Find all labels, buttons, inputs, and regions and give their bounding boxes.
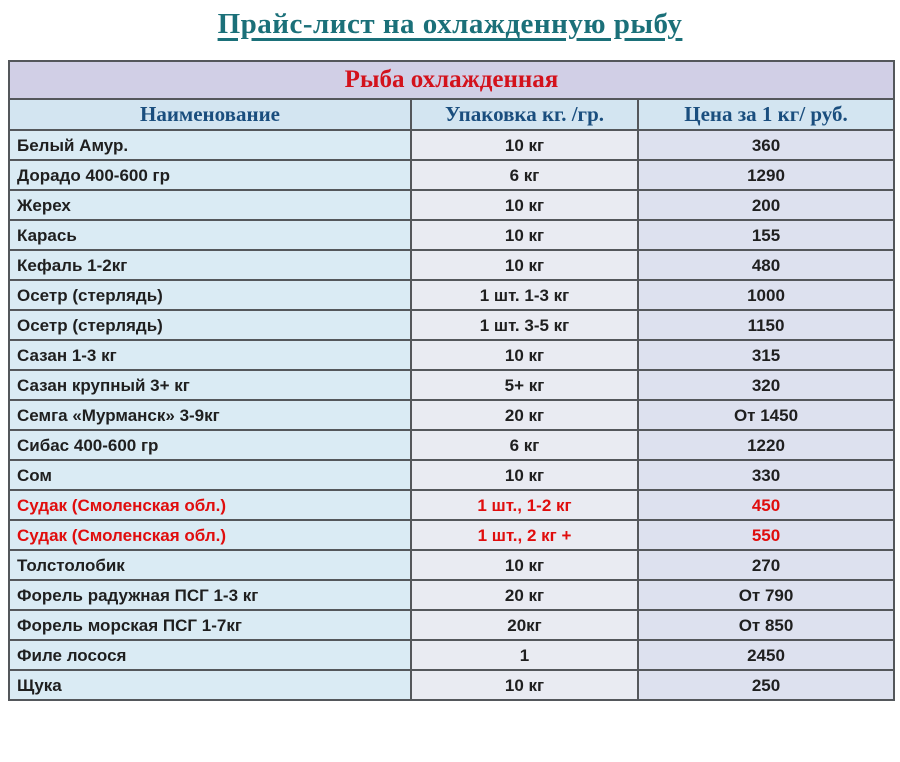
table-row xyxy=(9,430,894,460)
price-table xyxy=(8,60,895,701)
packaging-cell: 6 кг xyxy=(411,160,638,190)
fish-name-cell: Осетр (стерлядь) xyxy=(9,310,411,340)
table-row xyxy=(9,520,894,550)
fish-name-cell: Карась xyxy=(9,220,411,250)
table-row xyxy=(9,190,894,220)
column-header-name: Наименование xyxy=(9,99,411,130)
packaging-cell: 1 шт. 3-5 кг xyxy=(411,310,638,340)
packaging-cell: 10 кг xyxy=(411,550,638,580)
fish-name-cell: Судак (Смоленская обл.) xyxy=(9,490,411,520)
table-row xyxy=(9,310,894,340)
price-cell: 250 xyxy=(638,670,894,700)
table-row xyxy=(9,670,894,700)
table-row xyxy=(9,460,894,490)
price-cell: 200 xyxy=(638,190,894,220)
packaging-cell: 10 кг xyxy=(411,250,638,280)
fish-name-cell: Семга «Мурманск» 3-9кг xyxy=(9,400,411,430)
price-cell: 1000 xyxy=(638,280,894,310)
price-cell: 330 xyxy=(638,460,894,490)
packaging-cell: 10 кг xyxy=(411,670,638,700)
table-row xyxy=(9,130,894,160)
price-cell: 315 xyxy=(638,340,894,370)
price-cell: 360 xyxy=(638,130,894,160)
page-title: Прайс-лист на охлажденную рыбу xyxy=(217,8,683,40)
table-row xyxy=(9,220,894,250)
fish-name-cell: Сазан крупный 3+ кг xyxy=(9,370,411,400)
price-cell: 320 xyxy=(638,370,894,400)
price-cell: 1290 xyxy=(638,160,894,190)
table-row xyxy=(9,400,894,430)
packaging-cell: 10 кг xyxy=(411,340,638,370)
price-cell: От 790 xyxy=(638,580,894,610)
packaging-cell: 10 кг xyxy=(411,130,638,160)
packaging-cell: 1 xyxy=(411,640,638,670)
packaging-cell: 20кг xyxy=(411,610,638,640)
packaging-cell: 10 кг xyxy=(411,460,638,490)
table-band-title: Рыба охлажденная xyxy=(9,61,894,99)
price-cell: 1150 xyxy=(638,310,894,340)
table-row xyxy=(9,550,894,580)
table-row xyxy=(9,640,894,670)
fish-name-cell: Сазан 1-3 кг xyxy=(9,340,411,370)
price-cell: 550 xyxy=(638,520,894,550)
price-cell: 480 xyxy=(638,250,894,280)
fish-name-cell: Форель радужная ПСГ 1-3 кг xyxy=(9,580,411,610)
fish-name-cell: Судак (Смоленская обл.) xyxy=(9,520,411,550)
packaging-cell: 20 кг xyxy=(411,580,638,610)
packaging-cell: 10 кг xyxy=(411,190,638,220)
packaging-cell: 1 шт., 2 кг + xyxy=(411,520,638,550)
table-row xyxy=(9,340,894,370)
column-header-packaging: Упаковка кг. /гр. xyxy=(411,99,638,130)
fish-name-cell: Сом xyxy=(9,460,411,490)
fish-name-cell: Щука xyxy=(9,670,411,700)
fish-name-cell: Дорадо 400-600 гр xyxy=(9,160,411,190)
price-cell: 450 xyxy=(638,490,894,520)
packaging-cell: 10 кг xyxy=(411,220,638,250)
table-row xyxy=(9,250,894,280)
price-cell: 2450 xyxy=(638,640,894,670)
packaging-cell: 6 кг xyxy=(411,430,638,460)
fish-name-cell: Белый Амур. xyxy=(9,130,411,160)
packaging-cell: 1 шт. 1-3 кг xyxy=(411,280,638,310)
fish-name-cell: Филе лосося xyxy=(9,640,411,670)
table-row xyxy=(9,280,894,310)
fish-name-cell: Сибас 400-600 гр xyxy=(9,430,411,460)
fish-name-cell: Жерех xyxy=(9,190,411,220)
fish-name-cell: Форель морская ПСГ 1-7кг xyxy=(9,610,411,640)
table-band-row xyxy=(9,61,894,99)
table-row xyxy=(9,490,894,520)
fish-name-cell: Осетр (стерлядь) xyxy=(9,280,411,310)
price-cell: 155 xyxy=(638,220,894,250)
table-header-row xyxy=(9,99,894,130)
fish-name-cell: Толстолобик xyxy=(9,550,411,580)
column-header-price: Цена за 1 кг/ руб. xyxy=(638,99,894,130)
packaging-cell: 20 кг xyxy=(411,400,638,430)
fish-name-cell: Кефаль 1-2кг xyxy=(9,250,411,280)
table-row xyxy=(9,370,894,400)
price-cell: 270 xyxy=(638,550,894,580)
price-cell: 1220 xyxy=(638,430,894,460)
price-cell: От 850 xyxy=(638,610,894,640)
packaging-cell: 1 шт., 1-2 кг xyxy=(411,490,638,520)
page-header xyxy=(0,0,900,60)
table-body xyxy=(9,130,894,700)
packaging-cell: 5+ кг xyxy=(411,370,638,400)
table-row xyxy=(9,160,894,190)
table-row xyxy=(9,610,894,640)
table-row xyxy=(9,580,894,610)
price-cell: От 1450 xyxy=(638,400,894,430)
